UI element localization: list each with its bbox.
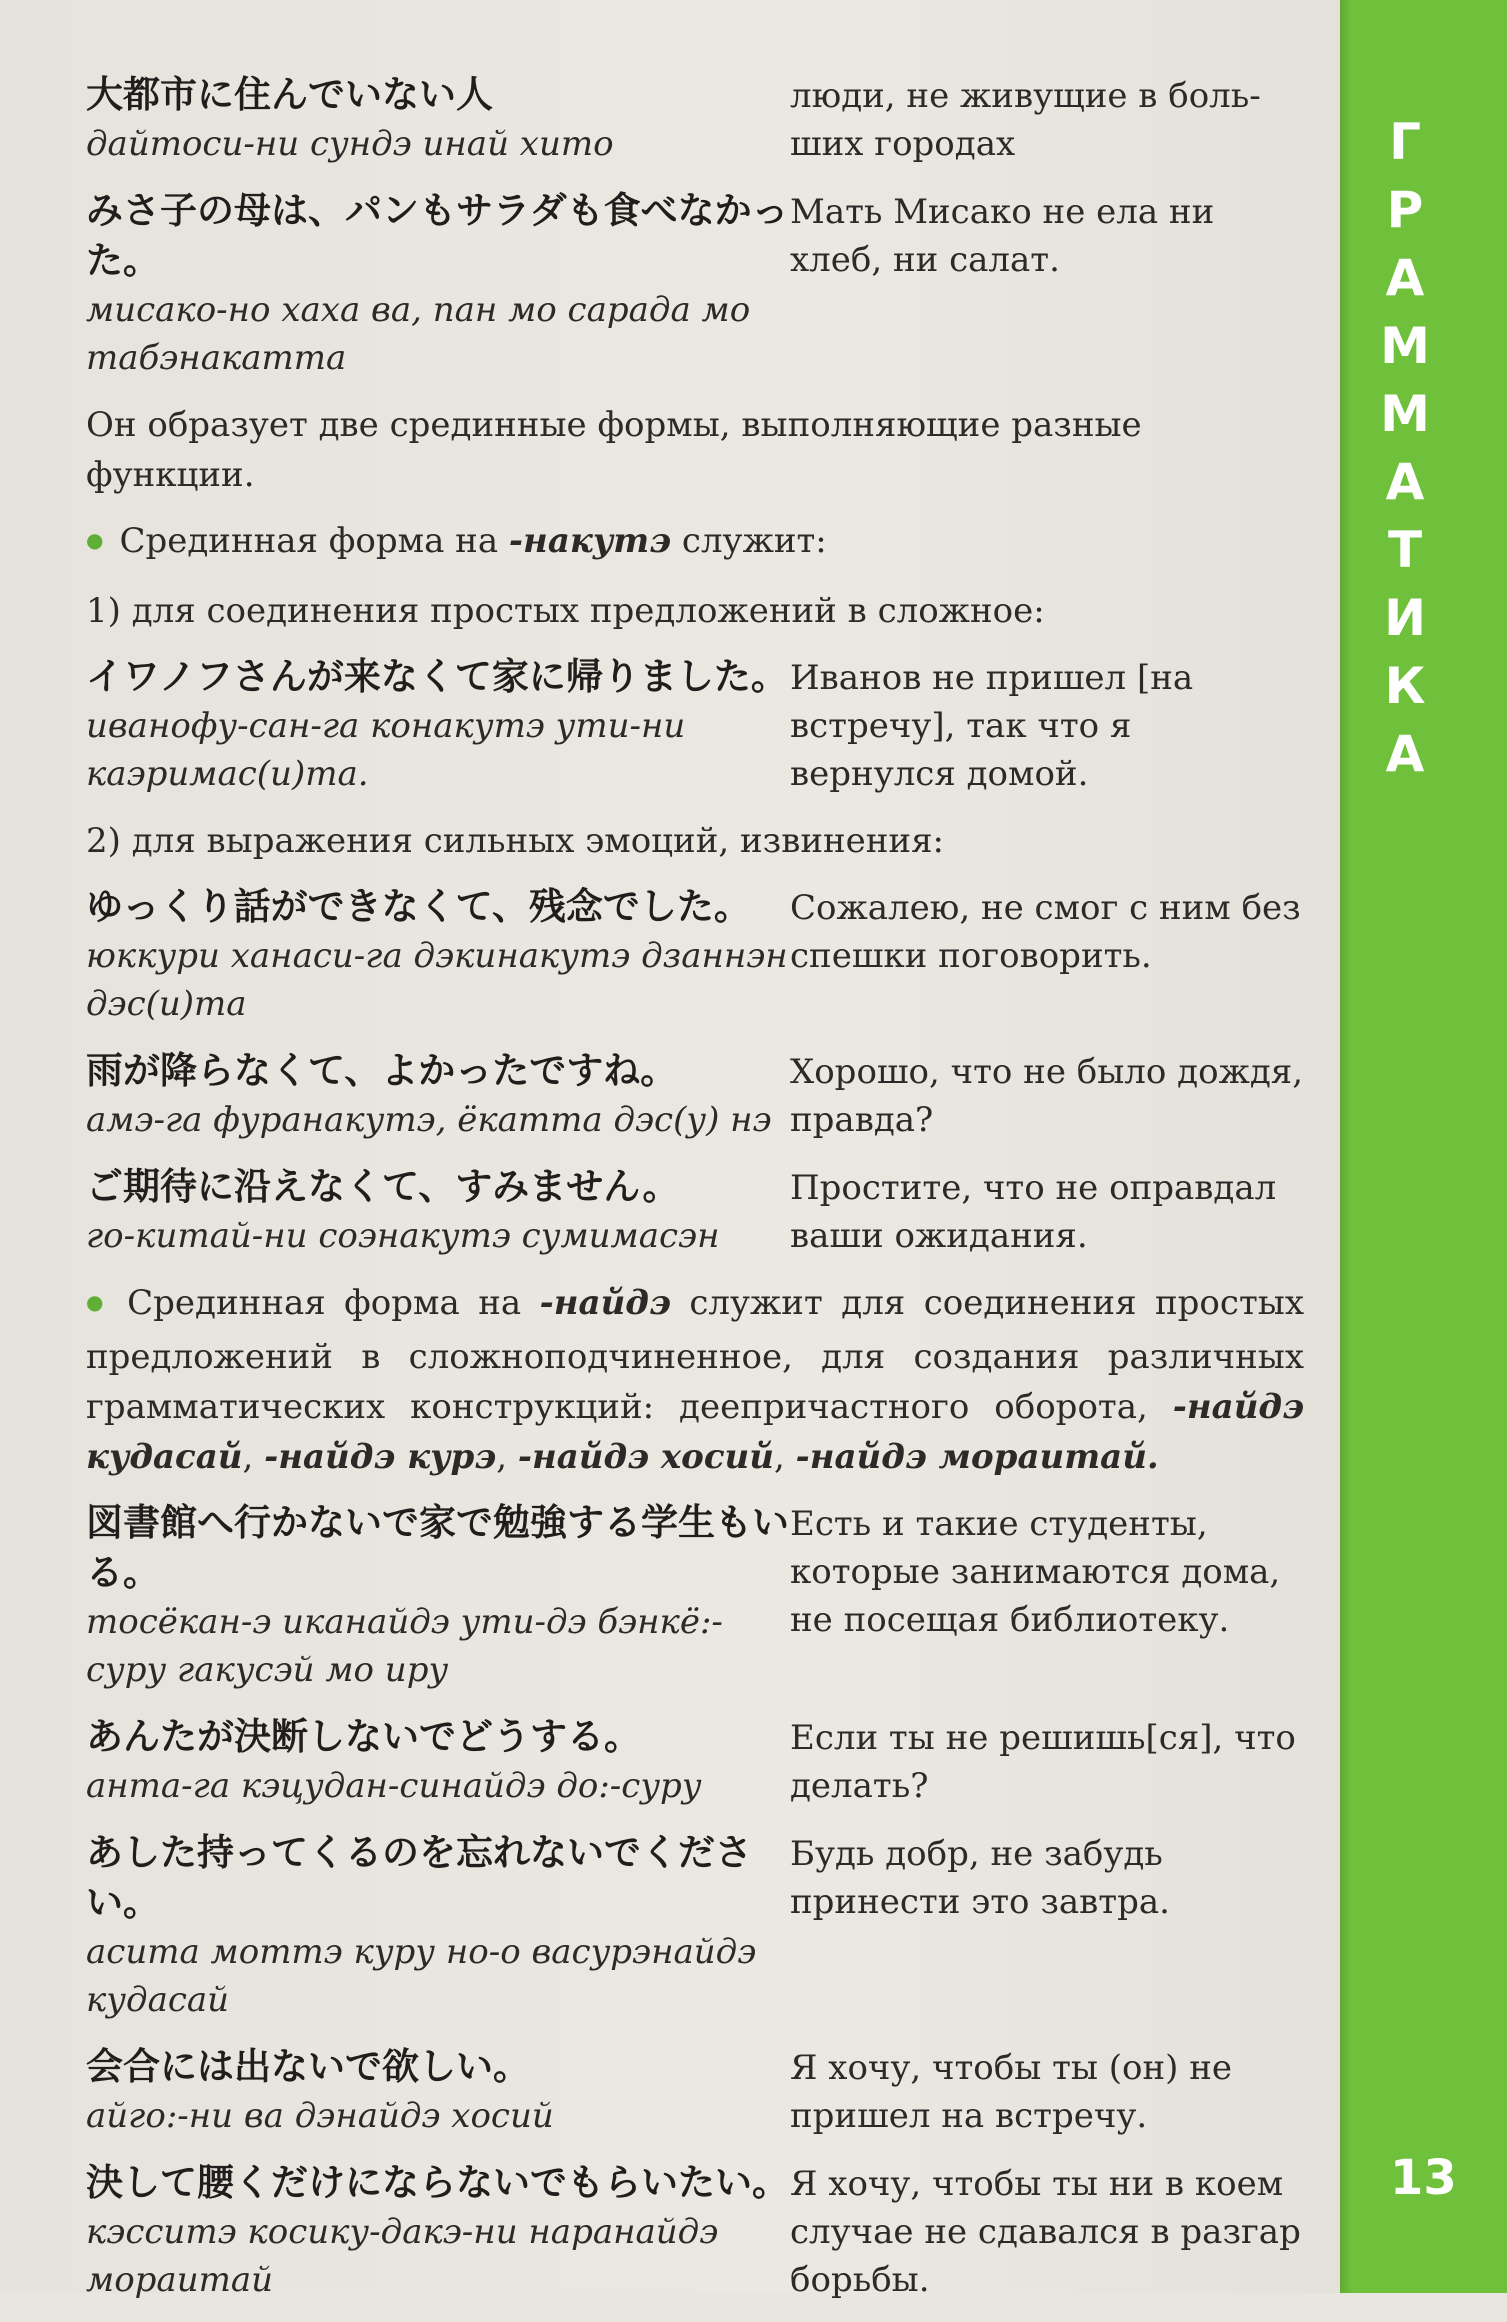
page-number: 13 [1390, 2150, 1457, 2206]
bullet-paragraph-naide [86, 1278, 1304, 1482]
japanese-text: ご期待に沿えなくて、すみません。 [86, 1165, 680, 1208]
japanese-text: 会合には出ないで欲しい。 [86, 2045, 530, 2088]
grammar-term: -найдэ хосий [517, 1437, 774, 1477]
example-row [86, 1046, 1304, 1144]
example-row [86, 70, 1304, 168]
transcription: юккури ханаси-га дэкинакутэ дзаннэн дэс(и)та [86, 936, 788, 1024]
grammar-term: -найдэ мораитай. [795, 1437, 1159, 1477]
transcription: дайтоси-ни сундэ инай хито [86, 124, 614, 164]
transcription: кэсситэ косику-дакэ-ни наранайдэ мораитай [86, 2212, 719, 2300]
example-row [86, 1712, 1304, 1810]
japanese-text: 大都市に住んでいない人 [86, 73, 493, 116]
japanese-text: ゆっくり話ができなくて、残念でした。 [86, 885, 751, 928]
separator: , [496, 1437, 518, 1477]
russian-translation: Простите, что не оправдал ваши ожидания. [790, 1168, 1277, 1256]
russian-translation: Я хочу, чтобы ты (он) не пришел на встречу. [790, 2048, 1233, 2136]
title-letter: К [1384, 657, 1426, 715]
japanese-text: あした持ってくるのを忘れないでください。 [86, 1831, 752, 1924]
japanese-text: みさ子の母は、パンもサラダも食べなかった。 [86, 189, 789, 282]
transcription: иванофу-сан-га конакутэ ути-ни каэримас(и)та. [86, 706, 686, 794]
page-content [86, 70, 1304, 2322]
transcription: тосёкан-э иканайдэ ути-дэ бэнкё:-суру гакусэй мо иру [86, 1602, 723, 1690]
bullet-text: Срединная форма на [127, 1283, 540, 1323]
grammar-term: -найдэ курэ [264, 1437, 497, 1477]
bullet-paragraph-nakute [86, 516, 1304, 570]
japanese-text: イワノフさんが来なくて家に帰りました。 [86, 655, 788, 698]
russian-translation: Сожалею, не смог с ним без спешки поговорить. [790, 888, 1301, 976]
grammar-term: -найдэ [539, 1283, 671, 1323]
japanese-text: 決して腰くだけにならないでもらいたい。 [86, 2161, 789, 2204]
transcription: мисако-но хаха ва, пан мо сарада мо табэнакатта [86, 290, 751, 378]
transcription: асита моттэ куру но-о васурэнайдэ кудасай [86, 1932, 757, 2020]
example-row [86, 652, 1304, 798]
example-row [86, 1498, 1304, 1694]
transcription: анта-га кэцудан-синайдэ до:-суру [86, 1766, 702, 1806]
japanese-text: あんたが決断しないでどうする。 [86, 1715, 641, 1758]
japanese-text: 雨が降らなくて、よかったですね。 [86, 1049, 678, 1092]
russian-translation: люди, не живущие в боль-ших городах [790, 76, 1261, 164]
russian-translation: Будь добр, не забудь принести это завтра. [790, 1834, 1170, 1922]
japanese-text: 図書館へ行かないで家で勉強する学生もいる。 [86, 1501, 789, 1594]
grammar-term: -найдэ кудасай [86, 1387, 1304, 1477]
transcription: айго:-ни ва дэнайдэ хосий [86, 2096, 554, 2136]
numbered-item: 2) для выражения сильных эмоций, извинения: [86, 821, 945, 861]
section-title-vertical [1340, 108, 1470, 788]
numbered-item: 1) для соединения простых предложений в сложное: [86, 591, 1045, 631]
title-letter: Р [1386, 181, 1424, 239]
bullet-text: Срединная форма на [119, 521, 509, 561]
paragraph: Он образует две срединные формы, выполняющие разные функции. [86, 405, 1142, 495]
title-letter: А [1385, 725, 1425, 783]
title-letter: И [1384, 589, 1426, 647]
transcription: амэ-га фуранакутэ, ёкатта дэс(у) нэ [86, 1100, 772, 1140]
russian-translation: Иванов не пришел [на встречу], так что я вернулся домой. [790, 658, 1194, 794]
example-row [86, 882, 1304, 1028]
example-row [86, 1162, 1304, 1260]
russian-translation: Хорошо, что не было дождя, правда? [790, 1052, 1304, 1140]
separator: , [242, 1437, 265, 1477]
grammar-term: -накутэ [508, 521, 672, 561]
title-letter: М [1380, 385, 1430, 443]
bullet-text: служит: [671, 521, 827, 561]
russian-translation: Мать Мисако не ела ни хлеб, ни салат. [790, 192, 1215, 280]
separator: , [774, 1437, 796, 1477]
russian-translation: Есть и такие студенты, которые занимаются дома, не посещая библиотеку. [790, 1504, 1281, 1640]
title-letter: Т [1387, 521, 1423, 579]
title-letter: М [1380, 317, 1430, 375]
title-letter: А [1385, 453, 1425, 511]
title-letter: А [1385, 249, 1425, 307]
title-letter: Г [1389, 113, 1421, 171]
example-row [86, 2042, 1304, 2140]
example-row [86, 186, 1304, 382]
transcription: го-китай-ни соэнакутэ сумимасэн [86, 1216, 720, 1256]
example-row [86, 2158, 1304, 2304]
bullet-text: служит для соединения простых предложений в сложноподчиненное, для создания различных грамматических конструкций: деепричастного оборота, [86, 1283, 1304, 1427]
russian-translation: Я хочу, чтобы ты ни в коем случае не сдавался в разгар борьбы. [790, 2164, 1301, 2300]
example-row [86, 1828, 1304, 2024]
russian-translation: Если ты не решишь[ся], что делать? [790, 1718, 1296, 1806]
